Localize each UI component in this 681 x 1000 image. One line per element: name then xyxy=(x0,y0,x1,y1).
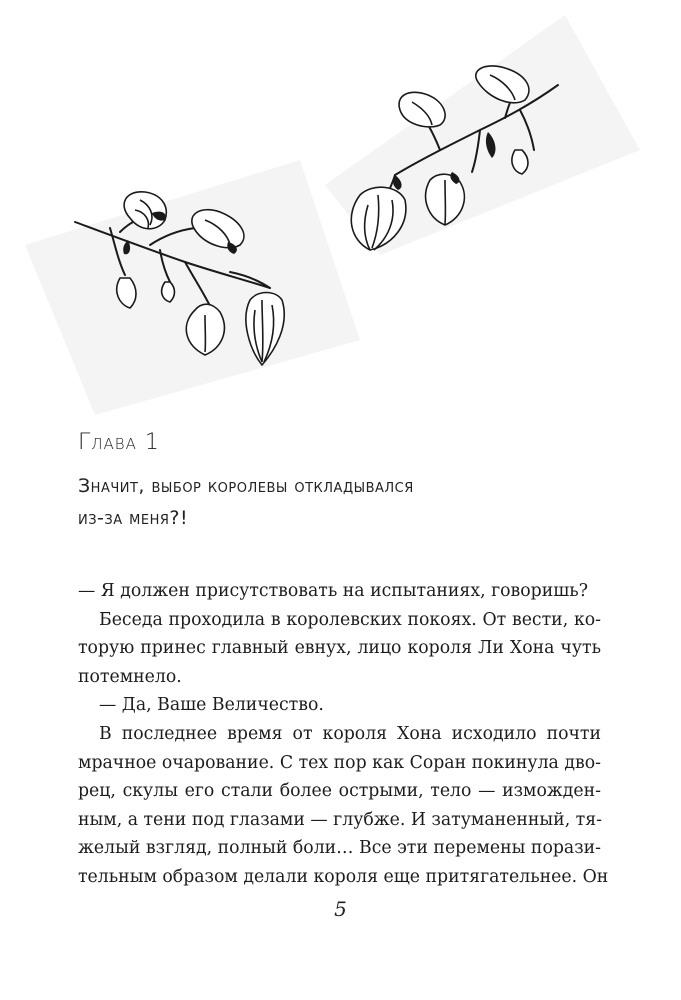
paragraph-line: тельным образом делали короля еще притягательнее. Он xyxy=(78,866,609,887)
paragraph-line: Беседа проходила в королевских покоях. От вести, ко- xyxy=(99,609,601,630)
paragraph-line: — Да, Ваше Величество. xyxy=(99,695,324,716)
body-text xyxy=(78,577,609,892)
chapter-label: Глава 1 xyxy=(78,430,160,455)
paragraph-line: — Я должен присутствовать на испытаниях, говоришь? xyxy=(78,581,588,601)
paragraph-line: желый взгляд, полный боли… Все эти перемены порази- xyxy=(78,838,601,859)
paragraph-line: В последнее время от короля Хона исходило почти xyxy=(99,723,601,744)
chapter-title-line: Значит, выбор королевы откладывался xyxy=(78,475,414,497)
paragraph-line: рец, скулы его стали более острыми, тело — изможден- xyxy=(78,781,601,802)
chapter-title-line: из-за меня?! xyxy=(78,507,189,529)
magnolia-branches-icon xyxy=(0,0,681,420)
paragraph-line: ным, а тени под глазами — глубже. И затуманенный, тя- xyxy=(78,809,602,830)
paragraph-line: мрачное очарование. С тех пор как Соран покинула дво- xyxy=(78,752,601,773)
page-number: 5 xyxy=(334,897,347,921)
paragraph-line: торую принес главный евнух, лицо короля Ли Хона чуть xyxy=(78,638,601,659)
paragraph-line: потемнело. xyxy=(78,666,182,687)
chapter-title xyxy=(78,470,558,534)
